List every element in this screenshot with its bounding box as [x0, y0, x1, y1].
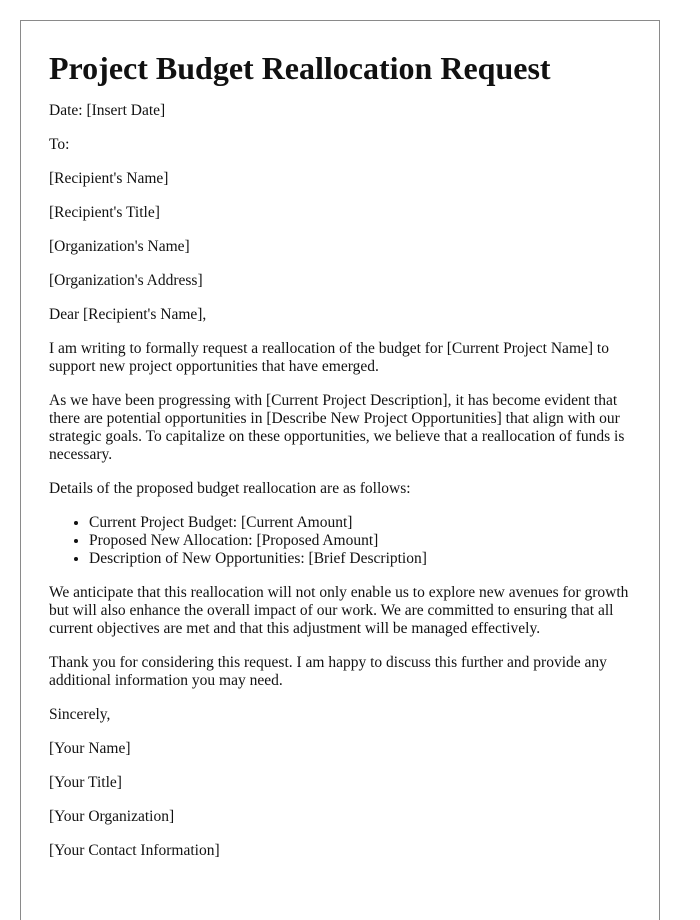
body-paragraph-5: Thank you for considering this request. I am happy to discuss this further and provide any additional information you may need.: [49, 654, 607, 689]
sender-organization: [Your Organization]: [49, 808, 175, 825]
date-line: Date: [Insert Date]: [49, 102, 166, 119]
to-line: To:: [49, 136, 70, 153]
list-item: • Proposed New Allocation: [Proposed Amount]: [89, 532, 631, 550]
body-paragraph-2: As we have been progressing with [Current Project Description], it has become evident that there are potential opportunities in [Describe New Project Opportunities] that align with our strategic goals. To capitalize on these opportunities, we believe that a reallocation of funds is necessary.: [49, 392, 625, 463]
details-list: [49, 514, 631, 568]
salutation: Dear [Recipient's Name],: [49, 306, 207, 323]
closing: Sincerely,: [49, 706, 111, 723]
recipient-name: [Recipient's Name]: [49, 170, 169, 187]
sender-contact: [Your Contact Information]: [49, 842, 220, 859]
organization-name: [Organization's Name]: [49, 238, 190, 255]
list-item: • Description of New Opportunities: [Brief Description]: [89, 550, 631, 568]
sender-name: [Your Name]: [49, 740, 131, 757]
sender-title: [Your Title]: [49, 774, 122, 791]
list-item: • Current Project Budget: [Current Amount]: [89, 514, 631, 532]
body-paragraph-1: I am writing to formally request a reallocation of the budget for [Current Project Name] to support new project opportunities that have emerged.: [49, 340, 609, 375]
recipient-title: [Recipient's Title]: [49, 204, 160, 221]
letter-page: [20, 20, 660, 920]
body-paragraph-3: Details of the proposed budget reallocation are as follows:: [49, 480, 411, 497]
organization-address: [Organization's Address]: [49, 272, 203, 289]
body-paragraph-4: We anticipate that this reallocation will not only enable us to explore new avenues for growth but will also enhance the overall impact of our work. We are committed to ensuring that all current objectives are met and that this adjustment will be managed effectively.: [49, 584, 629, 637]
page-title: Project Budget Reallocation Request: [49, 50, 551, 86]
